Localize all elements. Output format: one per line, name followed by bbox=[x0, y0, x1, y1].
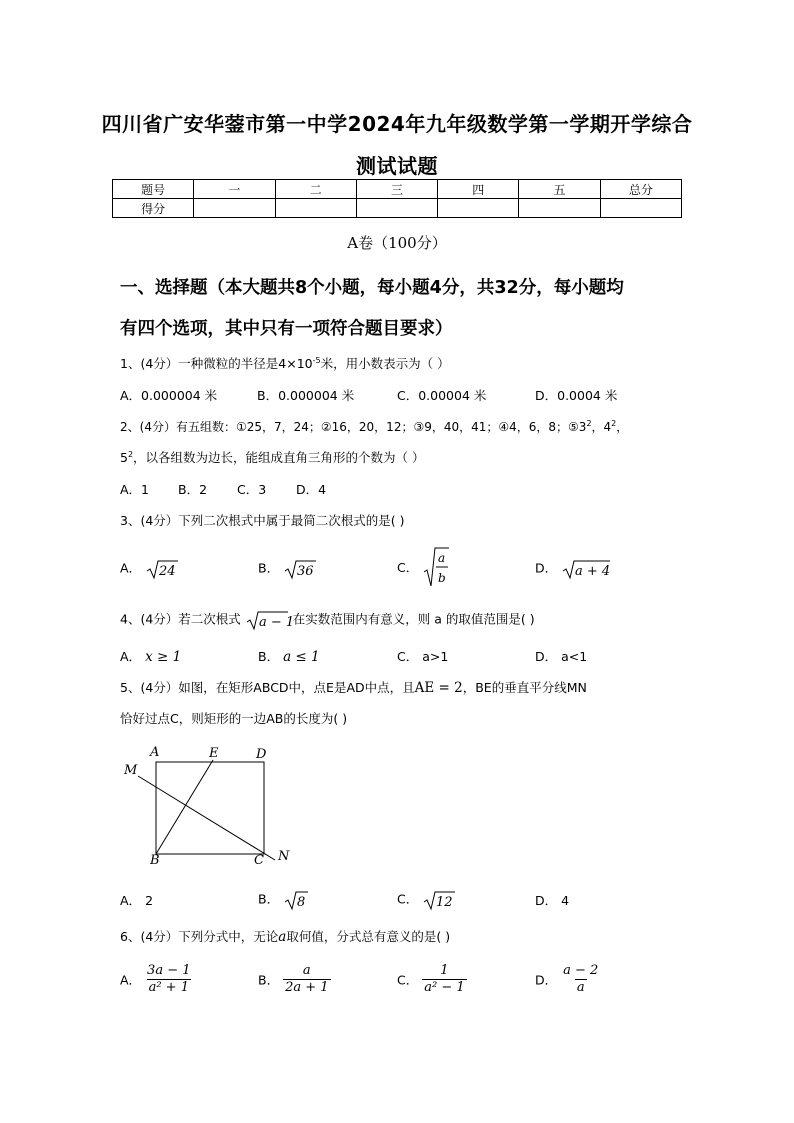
table-row bbox=[113, 199, 682, 218]
table-cell: 四 bbox=[438, 180, 519, 199]
q2-line2-base: 5 bbox=[120, 450, 128, 465]
q3-label-d: D． bbox=[535, 560, 558, 576]
label-B: B bbox=[150, 853, 160, 868]
q5-line1-b: ，BE的垂直平分线MN bbox=[462, 680, 587, 695]
q6-label-a: A． bbox=[120, 972, 142, 988]
q4-label-c: C． bbox=[397, 649, 419, 664]
section-heading-line1: 一、选择题（本大题共8个小题，每小题4分，共32分，每小题均 bbox=[120, 278, 624, 298]
question-3-stem: 3、(4分）下列二次根式中属于最简二次根式的是( ) bbox=[120, 513, 405, 528]
frac-num: 1 bbox=[440, 963, 449, 978]
q4-label-b: B． bbox=[258, 649, 280, 664]
question-2-stem-line2 bbox=[120, 448, 425, 466]
q6-option-d[interactable] bbox=[535, 963, 600, 996]
question-2-stem-line1 bbox=[120, 418, 628, 435]
radicand-12: 12 bbox=[436, 895, 453, 910]
score-table bbox=[112, 179, 682, 218]
q4-label-d: D． bbox=[535, 649, 558, 664]
q4-opt-a: x ≥ 1 bbox=[145, 649, 182, 665]
sqrt-36 bbox=[283, 558, 317, 580]
radicand-a-plus-4: a + 4 bbox=[575, 564, 611, 579]
table-cell: 一 bbox=[194, 180, 275, 199]
label-C: C bbox=[254, 853, 264, 868]
q6-option-c[interactable] bbox=[397, 963, 467, 996]
q5-line1-a: 5、(4分）如图，在矩形ABCD中，点E是AD中点，且 bbox=[120, 680, 415, 695]
q2-option-a[interactable]: A．1 bbox=[120, 482, 150, 497]
q2-end: ， bbox=[616, 420, 629, 434]
sqrt-a-over-b bbox=[422, 546, 450, 588]
question-6-stem bbox=[120, 927, 450, 945]
q4-opt-d: a<1 bbox=[561, 649, 588, 664]
q2-line2-rest: ，以各组数为边长，能组成直角三角形的个数为（ ） bbox=[133, 450, 425, 465]
q2-sup1: 2 bbox=[586, 419, 592, 428]
q5-opt-d: 4 bbox=[561, 893, 570, 908]
label-M: M bbox=[124, 763, 138, 778]
question-5-stem-line2: 恰好过点C，则矩形的一边AB的长度为( ) bbox=[120, 711, 348, 726]
score-input-cell[interactable] bbox=[438, 199, 519, 218]
q1-option-b[interactable]: B．0.000004 米 bbox=[257, 388, 355, 403]
q6-label-d: D． bbox=[535, 972, 558, 988]
q1-stem-a: 1、(4分）一种微粒的半径是4×10 bbox=[120, 356, 313, 371]
q3-label-a: A． bbox=[120, 560, 142, 576]
q6-option-b[interactable] bbox=[258, 963, 331, 996]
frac-den: a bbox=[576, 980, 585, 995]
q4-option-d[interactable] bbox=[535, 647, 587, 665]
q6-stem-b: 取何值，分式总有意义的是( ) bbox=[286, 929, 451, 944]
frac-num: 3a − 1 bbox=[147, 963, 191, 978]
radicand-a-minus-1: a − 1 bbox=[258, 615, 294, 630]
score-input-cell[interactable] bbox=[600, 199, 681, 218]
fraction-b bbox=[283, 963, 330, 996]
q5-label-b: B． bbox=[258, 891, 280, 907]
q5-option-c[interactable] bbox=[397, 889, 456, 911]
q2-mid: ，4 bbox=[591, 420, 612, 434]
sqrt-12 bbox=[422, 889, 456, 911]
q4-stem-a: 4、(4分）若二次根式 bbox=[120, 611, 241, 627]
label-A: A bbox=[150, 745, 160, 760]
q4-opt-b: a ≤ 1 bbox=[283, 649, 320, 665]
table-cell: 题号 bbox=[113, 180, 194, 199]
q3-option-a[interactable] bbox=[120, 558, 179, 580]
table-cell: 三 bbox=[356, 180, 437, 199]
table-cell: 二 bbox=[275, 180, 356, 199]
sqrt-a-plus-4 bbox=[561, 558, 611, 580]
q2-sup2: 2 bbox=[611, 419, 617, 428]
frac-num: a − 2 bbox=[563, 963, 599, 978]
q3-option-c[interactable] bbox=[397, 546, 450, 588]
q1-option-d[interactable]: D．0.0004 米 bbox=[535, 388, 618, 403]
q6-var: a bbox=[278, 929, 287, 945]
radicand-24: 24 bbox=[159, 564, 176, 579]
label-N: N bbox=[278, 849, 290, 864]
score-input-cell[interactable] bbox=[194, 199, 275, 218]
q3-option-b[interactable] bbox=[258, 558, 317, 580]
q5-option-b[interactable] bbox=[258, 889, 309, 911]
table-cell: 五 bbox=[519, 180, 600, 199]
label-D: D bbox=[256, 747, 267, 762]
score-input-cell[interactable] bbox=[356, 199, 437, 218]
sqrt-a-minus-1 bbox=[245, 609, 294, 631]
fraction-a bbox=[145, 963, 192, 996]
q4-option-a[interactable] bbox=[120, 647, 181, 665]
q4-option-b[interactable] bbox=[258, 647, 320, 665]
q1-option-c[interactable]: C．0.00004 米 bbox=[397, 388, 487, 403]
radicand-num: a bbox=[438, 551, 446, 565]
q5-label-c: C． bbox=[397, 891, 419, 907]
q2-line1: 2、(4分）有五组数：①25，7，24；②16，20，12；③9，40，41；④4，6，8；⑤3 bbox=[120, 420, 587, 434]
q5-option-d[interactable] bbox=[535, 891, 569, 909]
page-title-line2: 测试试题 bbox=[356, 154, 438, 178]
q6-label-b: B． bbox=[258, 972, 280, 988]
label-E: E bbox=[209, 746, 219, 761]
q1-exponent: -5 bbox=[312, 355, 321, 365]
rectangle-figure bbox=[118, 742, 308, 868]
q4-label-a: A． bbox=[120, 649, 142, 664]
q5-opt-a: 2 bbox=[145, 893, 154, 908]
juan-heading: A卷（100分） bbox=[347, 234, 447, 252]
q4-option-c[interactable] bbox=[397, 647, 448, 665]
q4-stem-b: 在实数范围内有意义，则 a 的取值范围是( ) bbox=[292, 611, 535, 627]
score-input-cell[interactable] bbox=[275, 199, 356, 218]
q3-label-b: B． bbox=[258, 560, 280, 576]
frac-den: a² + 1 bbox=[148, 980, 189, 995]
q5-label-d: D． bbox=[535, 893, 558, 908]
score-input-cell[interactable] bbox=[519, 199, 600, 218]
table-cell: 总分 bbox=[600, 180, 681, 199]
radicand-den: b bbox=[438, 571, 446, 585]
q6-option-a[interactable] bbox=[120, 963, 193, 996]
radicand-8: 8 bbox=[297, 895, 306, 910]
q4-opt-c: a>1 bbox=[422, 649, 449, 664]
frac-den: a² − 1 bbox=[424, 980, 465, 995]
table-row bbox=[113, 180, 682, 199]
frac-num: a bbox=[302, 963, 311, 978]
question-4-stem bbox=[120, 609, 535, 631]
fraction-d bbox=[561, 963, 600, 996]
frac-den: 2a + 1 bbox=[285, 980, 329, 995]
q2-option-c[interactable]: C．3 bbox=[237, 482, 267, 497]
radicand-36: 36 bbox=[297, 564, 314, 579]
q5-label-a: A． bbox=[120, 893, 142, 908]
q3-label-c: C． bbox=[397, 560, 419, 575]
q1-option-a[interactable]: A．0.000004 米 bbox=[120, 388, 218, 403]
section-heading-line2: 有四个选项，其中只有一项符合题目要求） bbox=[120, 319, 453, 339]
page-title-line1: 四川省广安华蓥市第一中学2024年九年级数学第一学期开学综合 bbox=[101, 112, 693, 136]
q5-option-a[interactable] bbox=[120, 891, 153, 909]
q3-option-d[interactable] bbox=[535, 558, 611, 580]
sqrt-8 bbox=[283, 889, 309, 911]
q1-stem-b: 米，用小数表示为（ ） bbox=[320, 356, 450, 371]
q2-line2-sup: 2 bbox=[127, 449, 134, 459]
question-1-stem bbox=[120, 354, 450, 372]
question-5-stem-line1 bbox=[120, 678, 587, 696]
table-cell: 得分 bbox=[113, 199, 194, 218]
q5-line1-math: AE = 2 bbox=[414, 680, 463, 696]
fraction-c bbox=[422, 963, 466, 996]
q2-option-b[interactable]: B．2 bbox=[178, 482, 208, 497]
q2-option-d[interactable]: D．4 bbox=[296, 482, 327, 497]
q6-stem-a: 6、(4分）下列分式中，无论 bbox=[120, 929, 279, 944]
q6-label-c: C． bbox=[397, 972, 419, 988]
sqrt-24 bbox=[145, 558, 179, 580]
